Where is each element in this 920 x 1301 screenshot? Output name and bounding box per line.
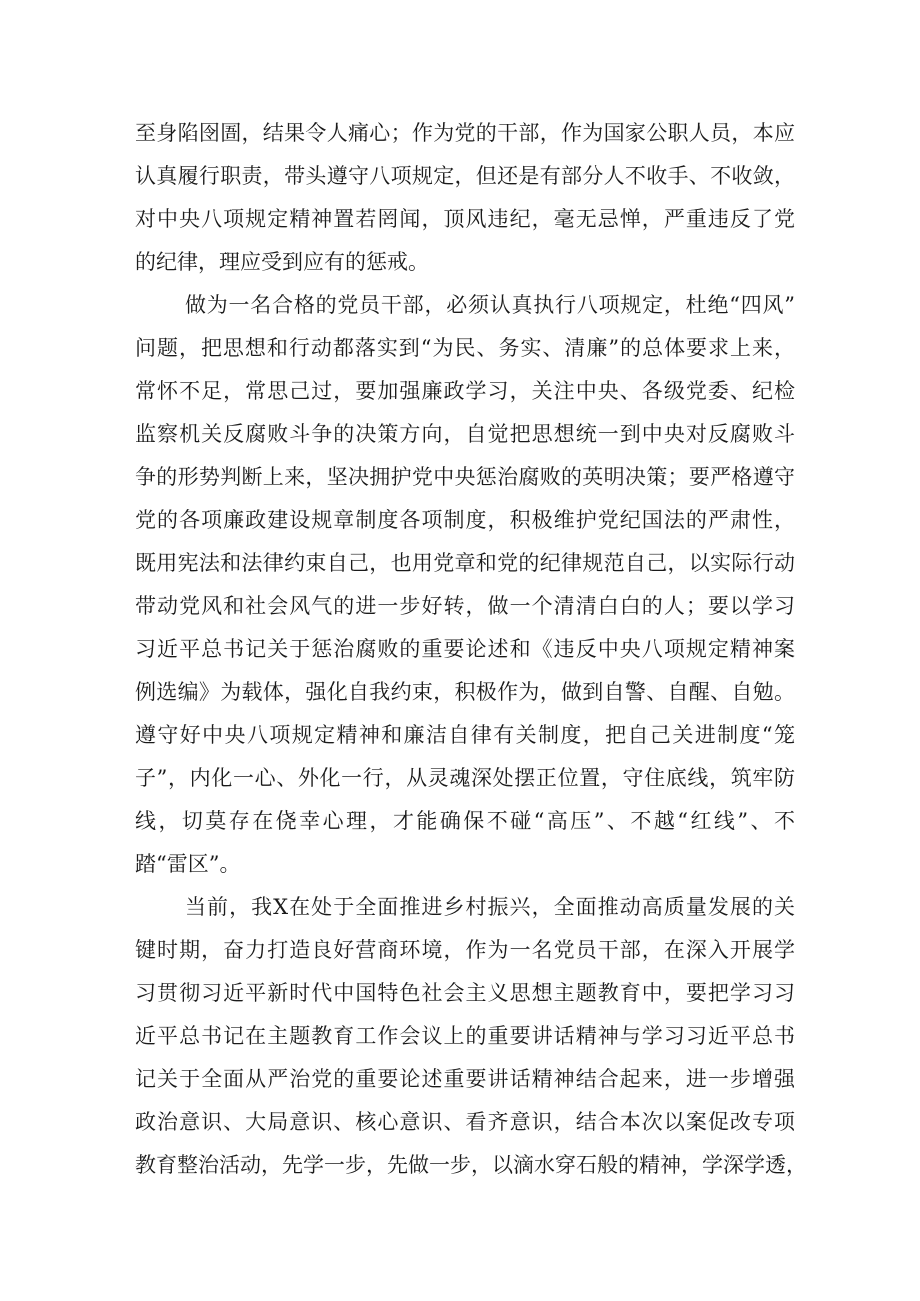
document-body	[135, 112, 807, 1187]
text-line: 遵守好中央八项规定精神和廉洁自律有关制度，把自己关进制度“笼	[135, 723, 795, 747]
text-line: 的纪律，理应受到应有的惩戒。	[135, 250, 429, 274]
text-line: 键时期，奋力打造良好营商环境，作为一名党员干部，在深入开展学	[135, 938, 795, 962]
text-line: 线，切莫存在侥幸心理，才能确保不碰“高压”、不越“红线”、不	[135, 809, 795, 833]
text-line: 争的形势判断上来，坚决拥护党中央惩治腐败的英明决策；要严格遵守	[135, 465, 795, 489]
text-line: 对中央八项规定精神置若罔闻，顶风违纪，毫无忌惮，严重违反了党	[135, 207, 795, 231]
text-line: 子”，内化一心、外化一行，从灵魂深处摆正位置，守住底线，筑牢防	[135, 766, 795, 790]
text-line: 记关于全面从严治党的重要论述重要讲话精神结合起来，进一步增强	[135, 1067, 795, 1091]
paragraph-first-line: 做为一名合格的党员干部，必须认真执行八项规定，杜绝“四风”	[185, 293, 795, 317]
text-line: 监察机关反腐败斗争的决策方向，自觉把思想统一到中央对反腐败斗	[135, 422, 795, 446]
text-line: 党的各项廉政建设规章制度各项制度，积极维护党纪国法的严肃性，	[135, 508, 795, 532]
text-line: 踏“雷区”。	[135, 852, 241, 876]
text-line: 问题，把思想和行动都落实到“为民、务实、清廉”的总体要求上来，	[135, 336, 795, 360]
text-line: 常怀不足，常思己过，要加强廉政学习，关注中央、各级党委、纪检	[135, 379, 795, 403]
text-line: 近平总书记在主题教育工作会议上的重要讲话精神与学习习近平总书	[135, 1024, 795, 1048]
text-line: 习贯彻习近平新时代中国特色社会主义思想主题教育中，要把学习习	[135, 981, 795, 1005]
text-line: 既用宪法和法律约束自己，也用党章和党的纪律规范自己，以实际行动	[135, 551, 795, 575]
text-line: 带动党风和社会风气的进一步好转，做一个清清白白的人；要以学习	[135, 594, 795, 618]
text-line: 至身陷囹圄，结果令人痛心；作为党的干部，作为国家公职人员，本应	[135, 121, 795, 145]
paragraph-first-line: 当前，我X在处于全面推进乡村振兴，全面推动高质量发展的关	[185, 895, 795, 919]
text-line: 教育整治活动，先学一步，先做一步，以滴水穿石般的精神，学深学透，	[135, 1153, 807, 1177]
text-line: 习近平总书记关于惩治腐败的重要论述和《违反中央八项规定精神案	[135, 637, 795, 661]
text-line: 认真履行职责，带头遵守八项规定，但还是有部分人不收手、不收敛，	[135, 164, 795, 188]
text-line: 例选编》为载体，强化自我约束，积极作为，做到自警、自醒、自勉。	[135, 680, 795, 704]
text-line: 政治意识、大局意识、核心意识、看齐意识，结合本次以案促改专项	[135, 1110, 795, 1134]
